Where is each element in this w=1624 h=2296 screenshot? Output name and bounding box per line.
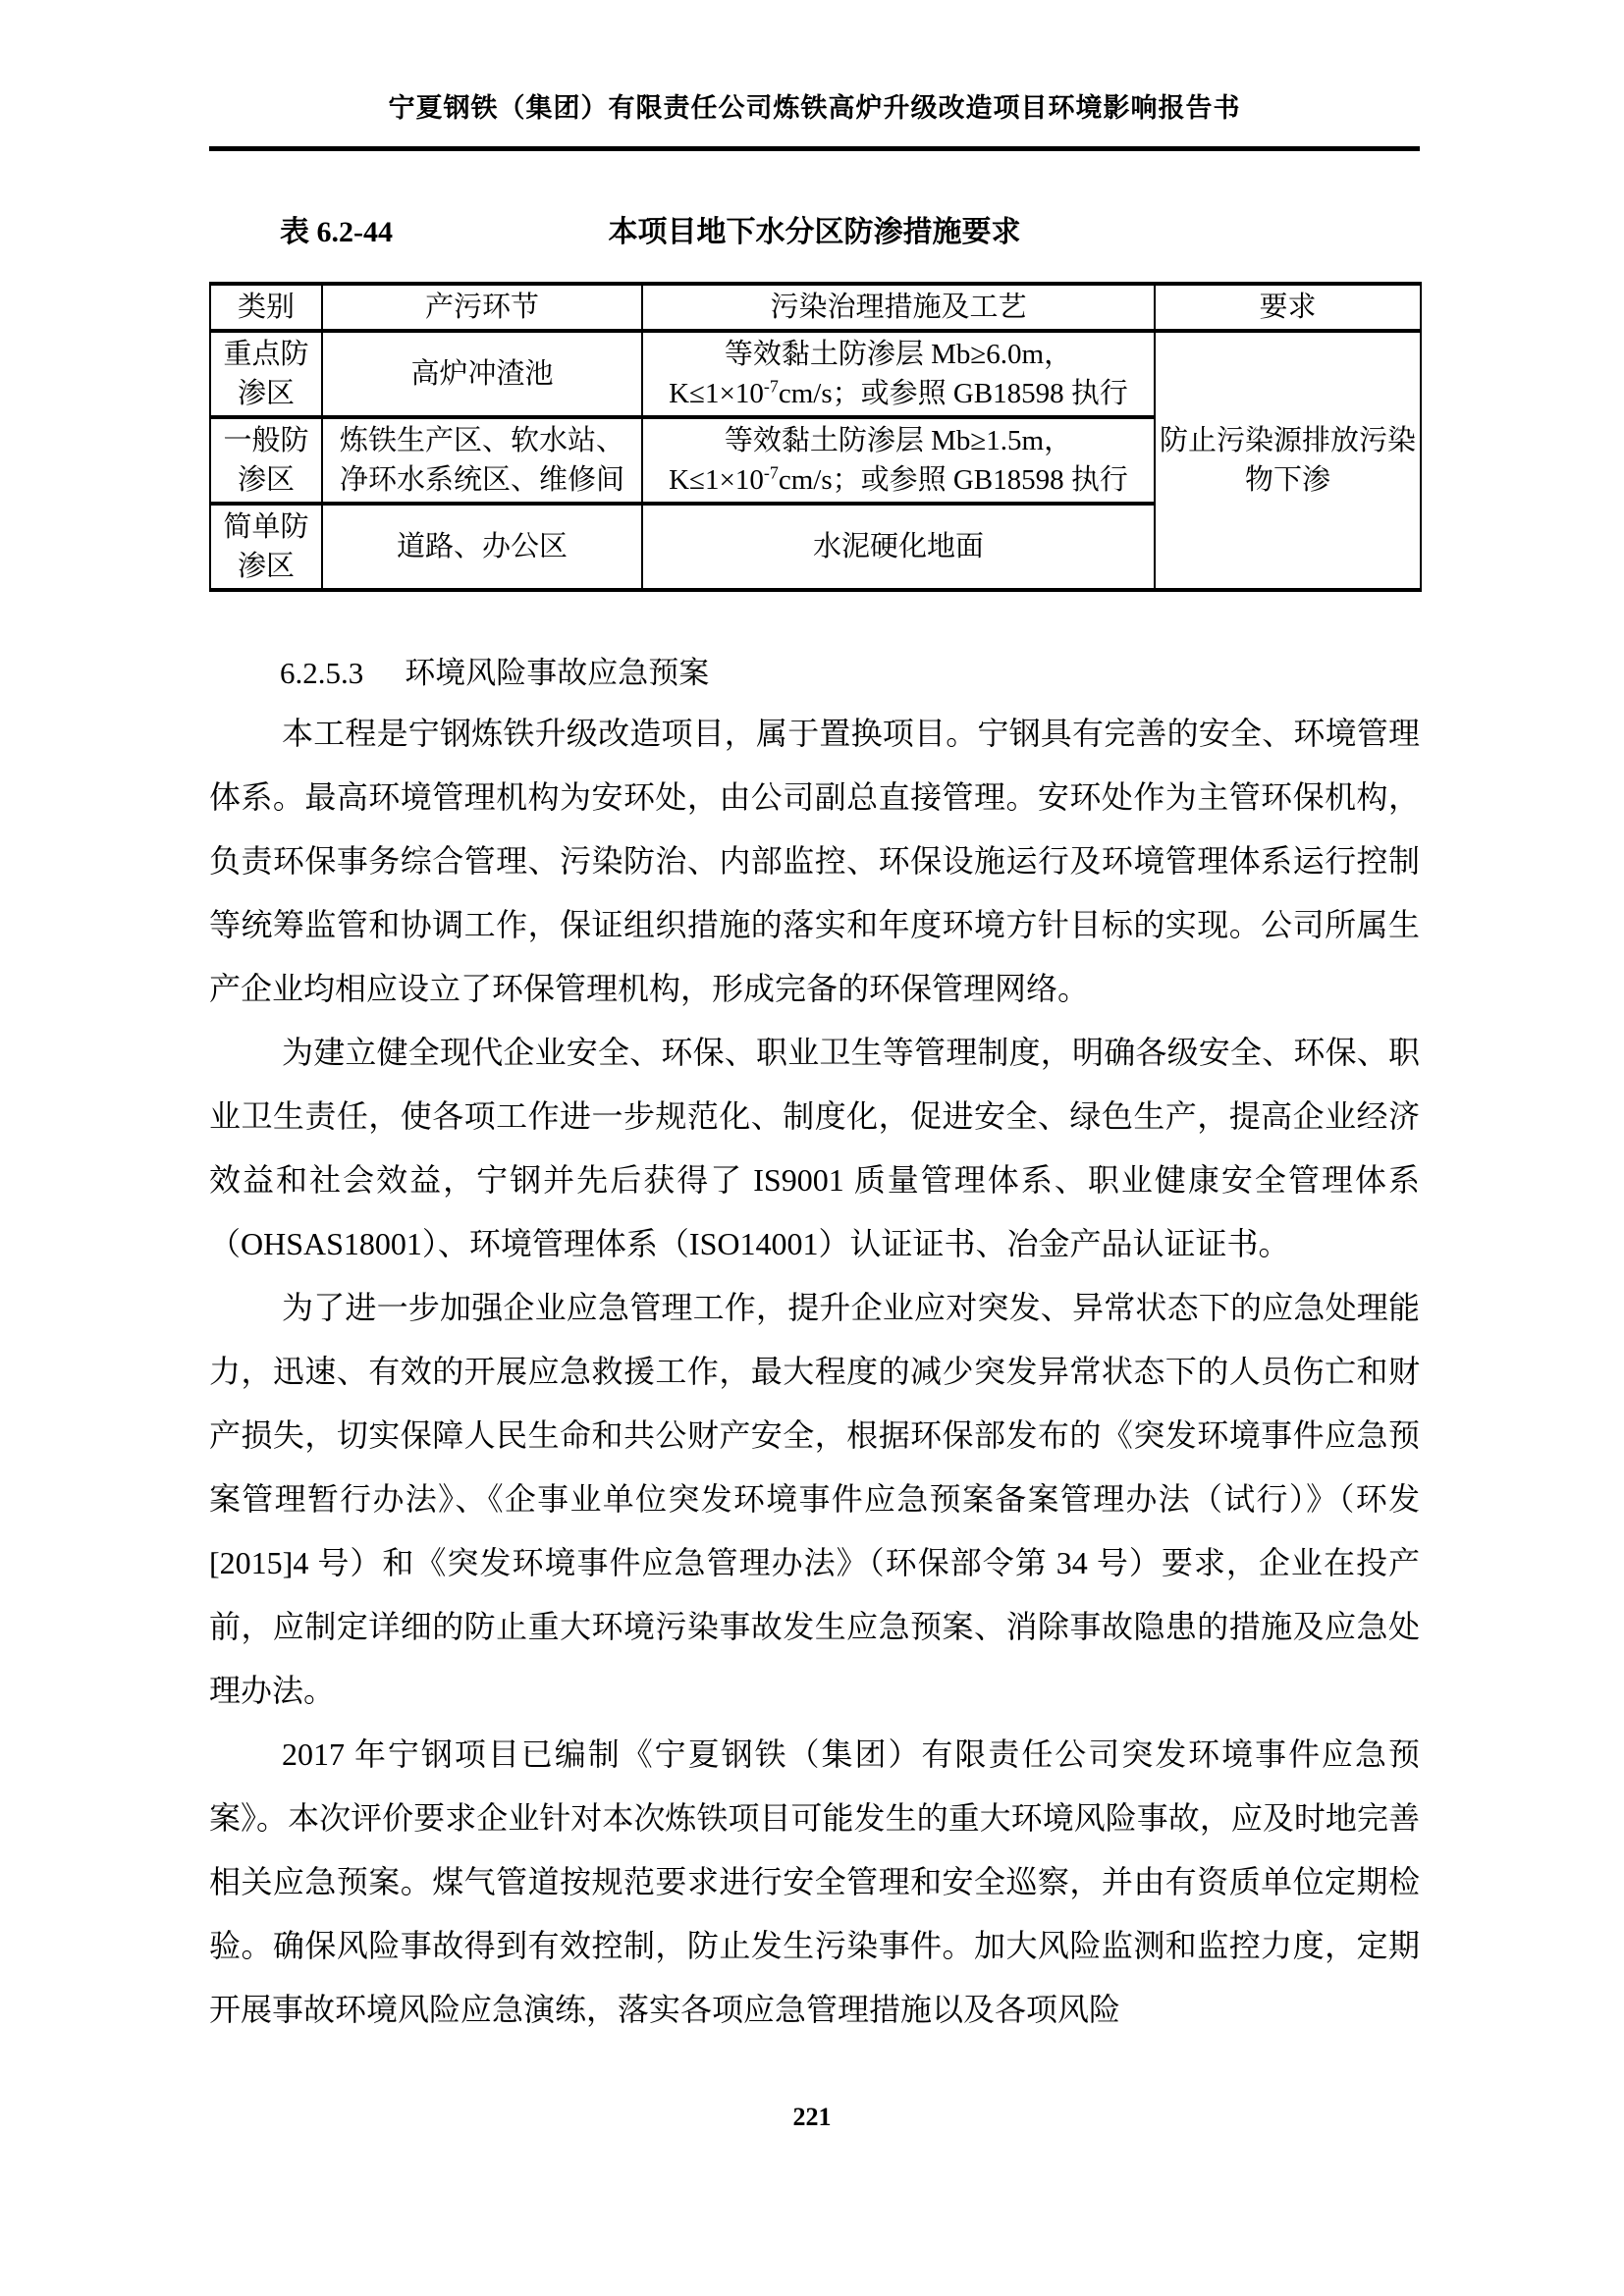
col-header-requirement: 要求 — [1155, 284, 1421, 331]
document-header-title: 宁夏钢铁（集团）有限责任公司炼铁高炉升级改造项目环境影响报告书 — [388, 93, 1241, 123]
cell-category: 一般防渗区 — [210, 417, 322, 504]
table-title: 本项目地下水分区防渗措施要求 — [608, 216, 1021, 248]
col-header-category: 类别 — [210, 284, 322, 331]
cell-measure — [642, 417, 1155, 504]
section-heading — [280, 653, 1420, 694]
measure-post: cm/s；或参照 GB18598 执行 — [778, 378, 1128, 409]
table-header-row — [210, 284, 1421, 331]
header-divider-rule — [209, 146, 1420, 151]
paragraph-2: 为建立健全现代企业安全、环保、职业卫生等管理制度，明确各级安全、环保、职业卫生责任，使各项工作进一步规范化、制度化，促进安全、绿色生产，提高企业经济效益和社会效益，宁钢并先后获得了 IS9001 质量管理体系、职业健康安全管理体系（OHSAS18001）、环境管理体系（ISO14001）认证证书、冶金产品认证证书。 — [209, 1035, 1420, 1261]
cell-category: 重点防渗区 — [210, 331, 322, 417]
cell-source: 道路、办公区 — [322, 504, 642, 590]
section-number: 6.2.5.3 — [280, 656, 364, 690]
measure-line1: 等效黏土防渗层 Mb≥1.5m， — [724, 425, 1073, 456]
table-number-label: 表 6.2-44 — [280, 216, 393, 248]
col-header-measure: 污染治理措施及工艺 — [642, 284, 1155, 331]
page-number: 221 — [792, 2103, 832, 2131]
seepage-control-table — [209, 282, 1422, 592]
col-header-source: 产污环节 — [322, 284, 642, 331]
section-title: 环境风险事故应急预案 — [405, 656, 710, 690]
cell-source: 炼铁生产区、软水站、净环水系统区、维修间 — [322, 417, 642, 504]
measure-pre: K≤1×10 — [669, 378, 764, 409]
paragraph-4: 2017 年宁钢项目已编制《宁夏钢铁（集团）有限责任公司突发环境事件应急预案》。本次评价要求企业针对本次炼铁项目可能发生的重大环境风险事故，应及时地完善相关应急预案。煤气管道按规范要求进行安全管理和安全巡察，并由有资质单位定期检验。确保风险事故得到有效控制，防止发生污染事件。加大风险监测和监控力度，定期开展事故环境风险应急演练，落实各项应急管理措施以及各项风险 — [209, 1736, 1420, 2027]
cell-requirement-merged: 防止污染源排放污染物下渗 — [1155, 331, 1421, 590]
cell-source: 高炉冲渣池 — [322, 331, 642, 417]
paragraph-1: 本工程是宁钢炼铁升级改造项目，属于置换项目。宁钢具有完善的安全、环境管理体系。最高环境管理机构为安环处，由公司副总直接管理。安环处作为主管环保机构，负责环保事务综合管理、污染防治、内部监控、环保设施运行及环境管理体系运行控制等统筹监管和协调工作，保证组织措施的落实和年度环境方针目标的实现。公司所属生产企业均相应设立了环保管理机构，形成完备的环保管理网络。 — [209, 716, 1420, 1006]
measure-line1: 等效黏土防渗层 Mb≥6.0m， — [724, 339, 1073, 370]
measure-pre: K≤1×10 — [669, 464, 764, 496]
cell-measure — [642, 331, 1155, 417]
measure-superscript: -7 — [763, 462, 779, 483]
table-row — [210, 331, 1421, 417]
paragraph-3: 为了进一步加强企业应急管理工作，提升企业应对突发、异常状态下的应急处理能力，迅速、有效的开展应急救援工作，最大程度的减少突发异常状态下的人员伤亡和财产损失，切实保障人民生命和共公财产安全，根据环保部发布的《突发环境事件应急预案管理暂行办法》、《企事业单位突发环境事件应急预案备案管理办法（试行）》（环发[2015]4 号）和《突发环境事件应急管理办法》（环保部令第 34 号）要求，企业在投产前，应制定详细的防止重大环境污染事故发生应急预案、消除事故隐患的措施及应急处理办法。 — [209, 1290, 1420, 1708]
measure-superscript: -7 — [763, 376, 779, 397]
content-area — [209, 0, 1420, 2042]
measure-post: cm/s；或参照 GB18598 执行 — [778, 464, 1128, 496]
table-caption — [209, 210, 1420, 254]
cell-measure: 水泥硬化地面 — [642, 504, 1155, 590]
cell-category: 简单防渗区 — [210, 504, 322, 590]
